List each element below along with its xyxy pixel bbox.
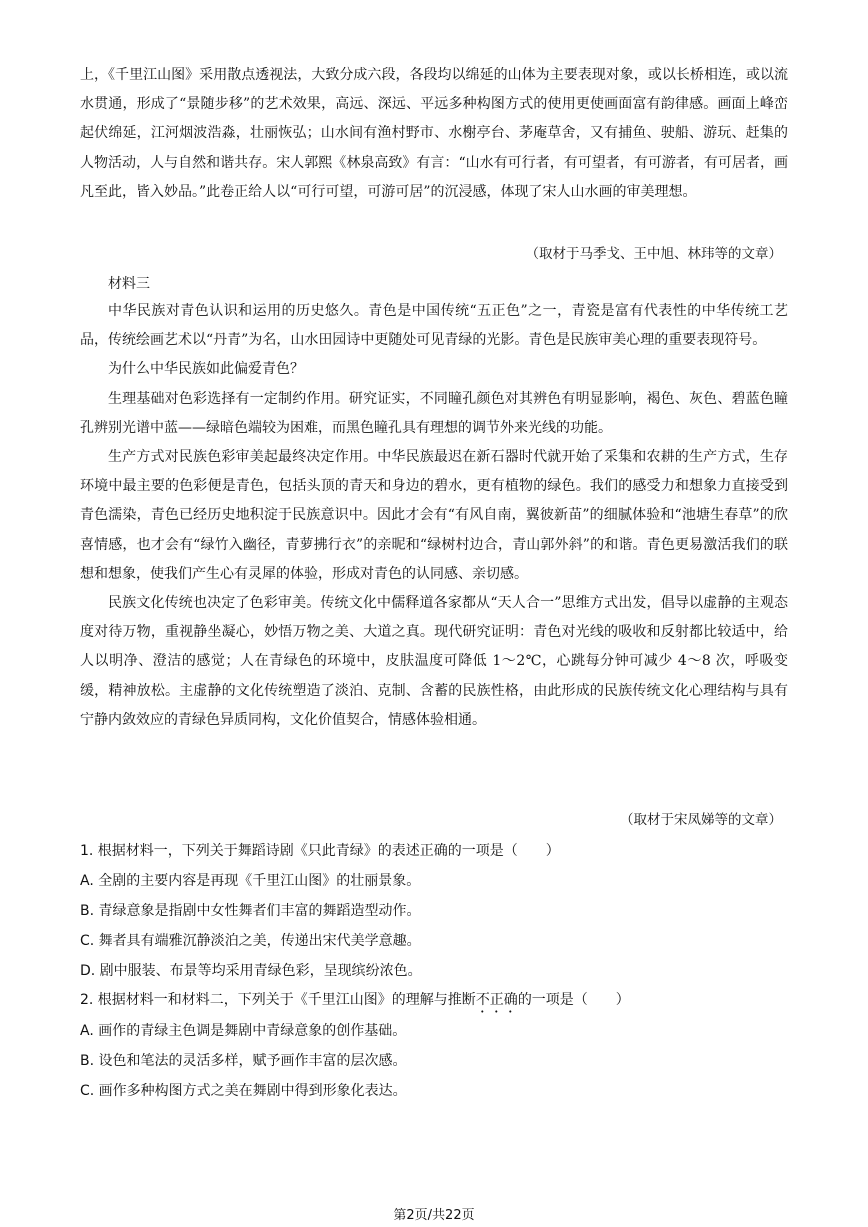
source-citation: （取材于马季戈、王中旭、林玮等的文章） [525,246,782,262]
page-number: 第2页/共22页 [393,1208,475,1223]
paragraph: 生产方式对民族色彩审美起最终决定作用。中华民族最迟在新石器时代就开始了采集和农耕的生产方式，生存环境中最主要的色彩便是青色，包括头顶的青天和身边的碧水，更有植物的绿色。我们的感受力和想象力直接受到青色濡染，青色已经历史地积淀于民族意识中。因此才会有“有风自南，翼彼新苗”的细腻体验和“池塘生春草”的欣喜情感，也才会有“绿竹入幽径，青萝拂行衣”的亲昵和“绿树村边合，青山郭外斜”的和谐。青色更易激活我们的联想和想象，使我们产生心有灵犀的体验，形成对青色的认同感、亲切感。 [80,449,788,582]
option: C. 画作多种构图方式之美在舞剧中得到形象化表达。 [80,1083,407,1099]
material-two-text [80,61,788,207]
option: A. 画作的青绿主色调是舞剧中青绿意象的创作基础。 [80,1023,407,1039]
option: A. 全剧的主要内容是再现《千里江山图》的壮丽景象。 [80,873,421,889]
question-stem: 1. 根据材料一，下列关于舞蹈诗剧《只此青绿》的表述正确的一项是（ ） [80,843,560,859]
option: D. 剧中服装、布景等均采用青绿色彩，呈现缤纷浓色。 [80,963,422,979]
paragraph: 为什么中华民族如此偏爱青色？ [108,361,304,378]
question-stem [80,990,630,1016]
paragraph: 上，《千里江山图》采用散点透视法，大致分成六段，各段均以绵延的山体为主要表现对象，或以长桥相连，或以流水贯通，形成了“景随步移”的艺术效果，高远、深远、平远多种构图方式的使用更使画面富有韵律感。画面上峰峦起伏绵延，江河烟波浩淼，壮丽恢弘；山水间有渔村野市、水榭亭台、茅庵草舍，又有捕鱼、驶船、游玩、赶集的人物活动，人与自然和谐共存。宋人郭熙《林泉高致》有言：“山水有可行者，有可望者，有可游者，有可居者，画凡至此，皆入妙品。”此卷正给人以“可行可望，可游可居”的沉浸感，体现了宋人山水画的审美理想。 [80,67,788,200]
section-heading: 材料三 [108,276,150,292]
paragraph: 民族文化传统也决定了色彩审美。传统文化中儒释道各家都从“天人合一”思维方式出发，倡导以虚静的主观态度对待万物，重视静坐凝心，妙悟万物之美、大道之真。现代研究证明：青色对光线的吸收和反射都比较适中，给人以明净、澄洁的感觉；人在青绿色的环境中，皮肤温度可降低 1～2℃，心跳每分钟可减少 4～8 次，呼吸变缓，精神放松。主虚静的文化传统塑造了淡泊、克制、含蓄的民族性格，由此形成的民族传统文化心理结构与具有宁静内敛效应的青绿色异质同构，文化价值契合，情感体验相通。 [80,595,788,728]
emphasis-text: 不正确 [475,992,518,1008]
material-three-text [80,297,788,735]
stem-text: 2. 根据材料一和材料二，下列关于《千里江山图》的理解与推断 [80,992,476,1008]
paragraph: 中华民族对青色认识和运用的历史悠久。青色是中国传统“五正色”之一，青瓷是富有代表性的中华传统工艺品，传统绘画艺术以“丹青”为名，山水田园诗中更随处可见青绿的光影。青色是民族审美心理的重要表现符号。 [80,303,788,349]
source-citation: （取材于宋凤娣等的文章） [620,812,782,828]
stem-text: 的一项是（ ） [517,992,630,1008]
option: B. 青绿意象是指剧中女性舞者们丰富的舞蹈造型动作。 [80,903,421,919]
option: B. 设色和笔法的灵活多样，赋予画作丰富的层次感。 [80,1053,407,1069]
option: C. 舞者具有端雅沉静淡泊之美，传递出宋代美学意趣。 [80,933,421,949]
paragraph: 生理基础对色彩选择有一定制约作用。研究证实，不同瞳孔颜色对其辨色有明显影响，褐色、灰色、碧蓝色瞳孔辨别光谱中蓝——绿暗色端较为困难，而黑色瞳孔具有理想的调节外来光线的功能。 [80,390,788,436]
